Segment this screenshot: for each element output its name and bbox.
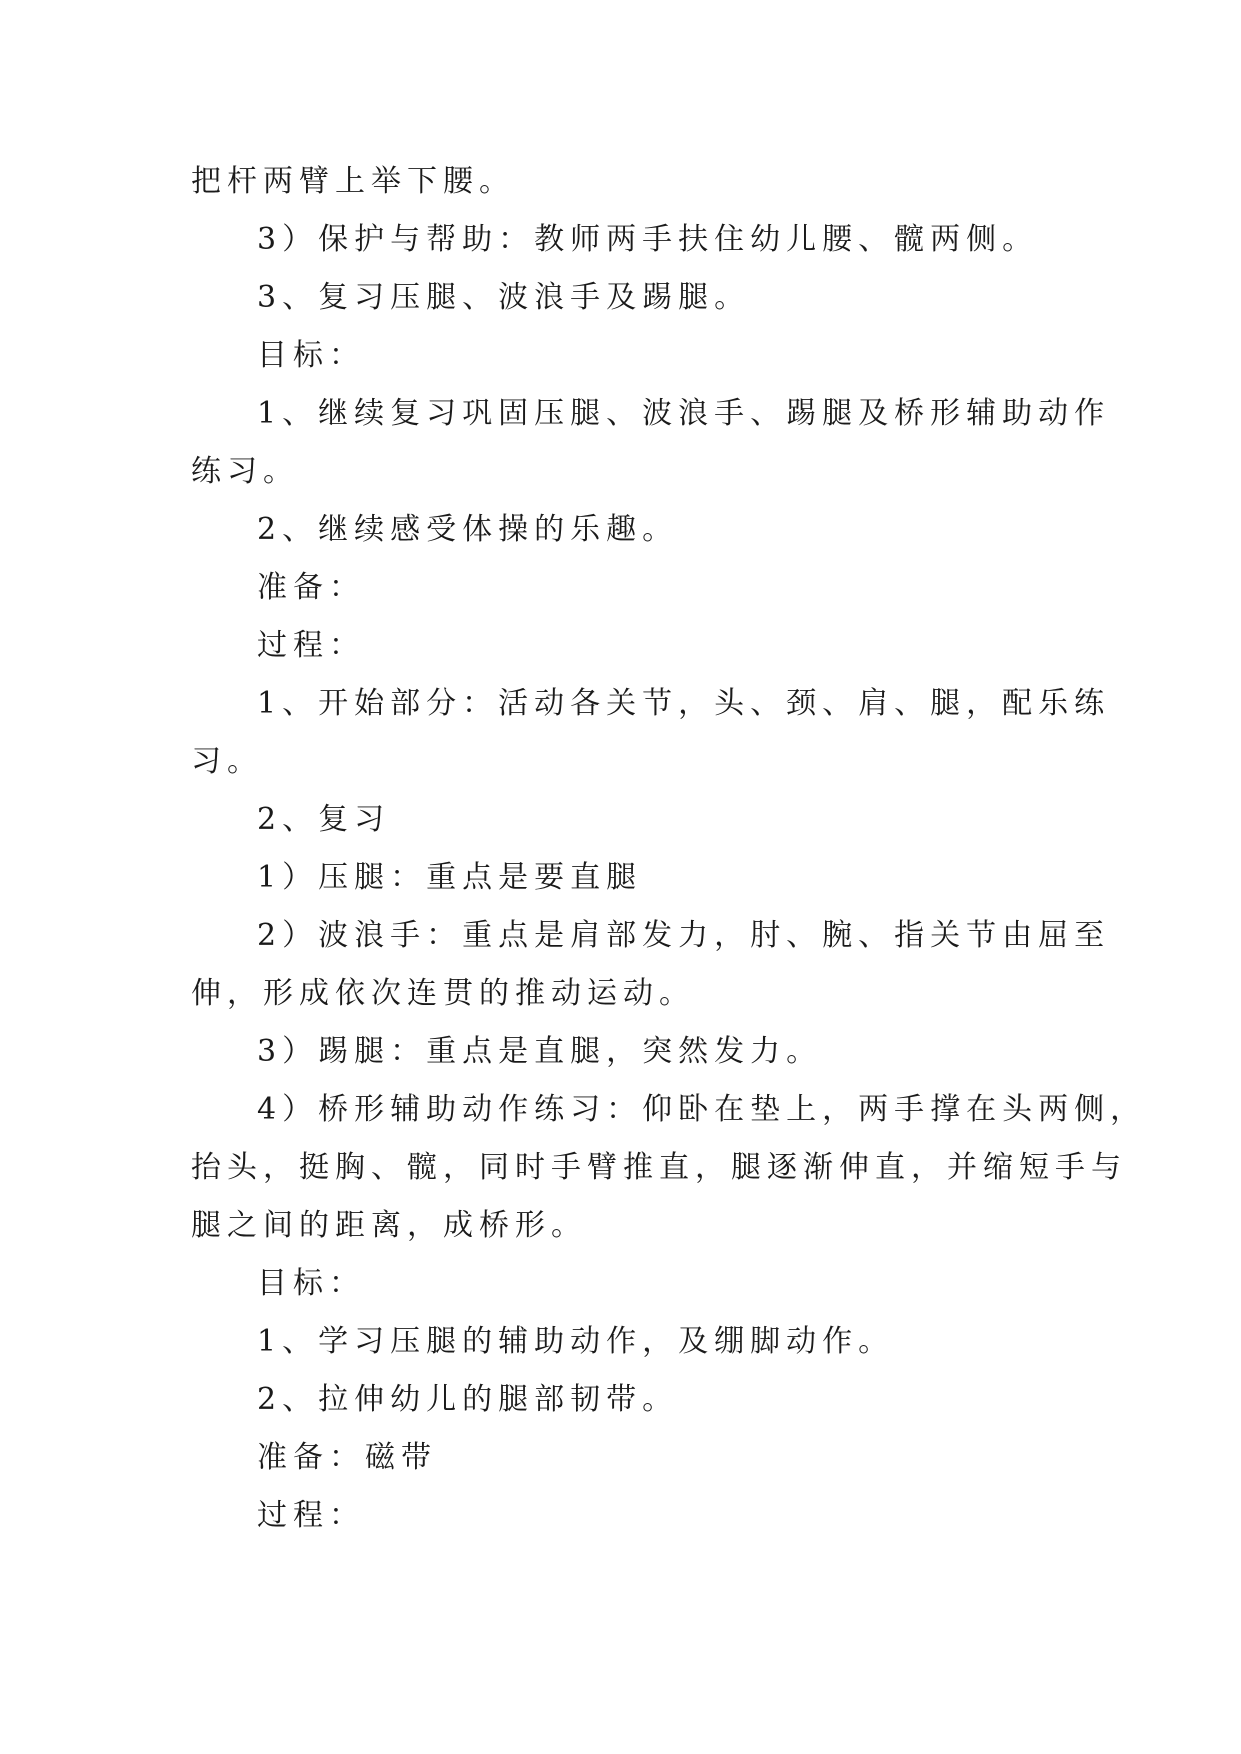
paragraph-line: 腿之间的距离，成桥形。	[191, 1208, 587, 1243]
section-heading: 目标：	[257, 338, 365, 373]
section-heading: 过程：	[257, 628, 365, 663]
paragraph-line: 1）压腿：重点是要直腿	[257, 860, 643, 895]
paragraph-line: 3）保护与帮助：教师两手扶住幼儿腰、髋两侧。	[257, 222, 1039, 257]
paragraph-line: 练习。	[191, 454, 299, 489]
paragraph-line: 2、拉伸幼儿的腿部韧带。	[257, 1382, 679, 1417]
paragraph-line: 习。	[191, 744, 263, 779]
paragraph-line: 3）踢腿：重点是直腿，突然发力。	[257, 1034, 823, 1069]
paragraph-line: 2）波浪手：重点是肩部发力，肘、腕、指关节由屈至	[257, 918, 1111, 953]
paragraph-line: 3、复习压腿、波浪手及踢腿。	[257, 280, 751, 315]
paragraph-line: 2、复习	[257, 802, 391, 837]
section-heading: 目标：	[257, 1266, 365, 1301]
section-heading: 准备：	[257, 570, 365, 605]
paragraph-line: 把杆两臂上举下腰。	[191, 164, 515, 199]
paragraph-line: 伸，形成依次连贯的推动运动。	[191, 976, 695, 1011]
section-heading: 过程：	[257, 1498, 365, 1533]
paragraph-line: 1、学习压腿的辅助动作，及绷脚动作。	[257, 1324, 895, 1359]
paragraph-line: 准备：磁带	[257, 1440, 437, 1475]
paragraph-line: 4）桥形辅助动作练习：仰卧在垫上，两手撑在头两侧，	[257, 1092, 1147, 1127]
paragraph-line: 1、继续复习巩固压腿、波浪手、踢腿及桥形辅助动作	[257, 396, 1111, 431]
paragraph-line: 2、继续感受体操的乐趣。	[257, 512, 679, 547]
paragraph-line: 抬头，挺胸、髋，同时手臂推直，腿逐渐伸直，并缩短手与	[191, 1150, 1127, 1185]
paragraph-line: 1、开始部分：活动各关节，头、颈、肩、腿，配乐练	[257, 686, 1111, 721]
